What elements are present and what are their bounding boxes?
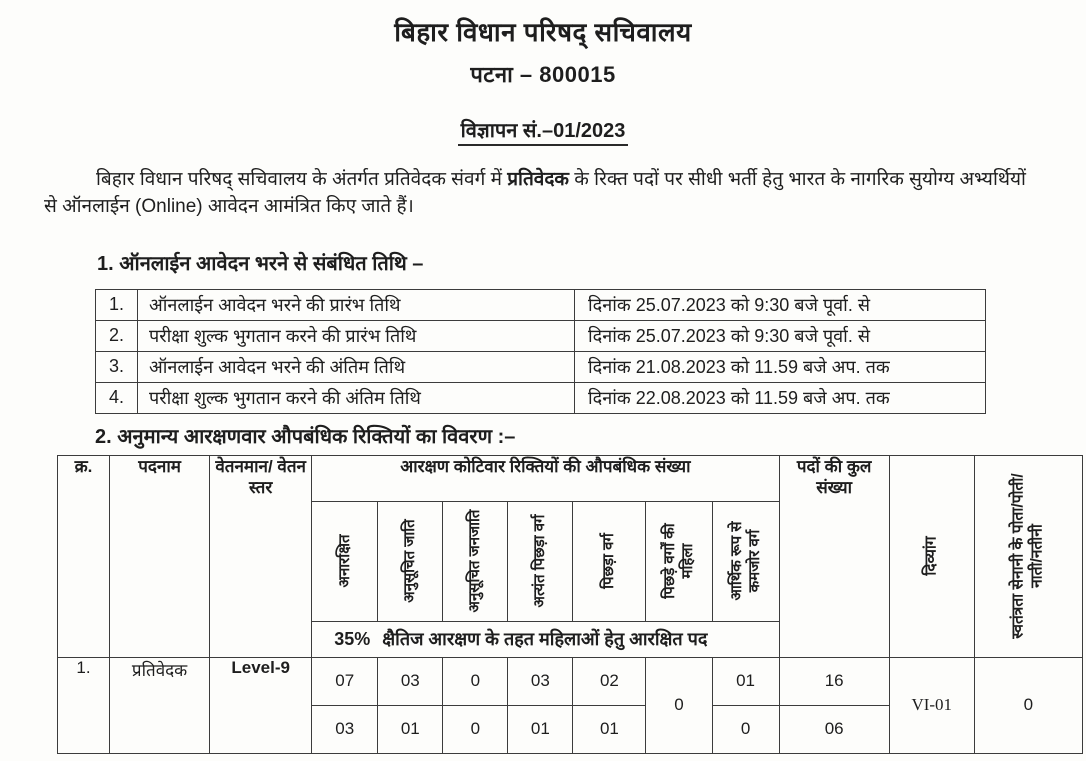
women-sc: 01 <box>378 705 443 753</box>
women-total: 06 <box>779 705 889 753</box>
women-ur: 03 <box>312 705 378 753</box>
vacancy-sc-total: 03 <box>378 657 443 705</box>
vacancy-post-name: प्रतिवेदक <box>110 657 210 753</box>
intro-paragraph <box>44 167 1044 221</box>
advertisement-number: विज्ञापन सं.–01/2023 <box>458 120 629 146</box>
document-title: बिहार विधान परिषद् सचिवालय <box>394 17 692 47</box>
table-header-row <box>58 455 1083 501</box>
col-header-divyang <box>889 455 974 657</box>
dates-table <box>95 289 986 414</box>
vacancy-bc-women: 0 <box>646 657 712 753</box>
col-header-scheduled-caste <box>378 501 443 621</box>
col-header-unreserved <box>312 501 378 621</box>
date-row-serial: 2. <box>96 320 138 351</box>
date-row-value: दिनांक 22.08.2023 को 11.59 बजे अप. तक <box>575 382 986 413</box>
vacancy-freedom-fighter: 0 <box>974 657 1082 753</box>
section1-heading: 1. ऑनलाईन आवेदन भरने से संबंधित तिथि – <box>97 252 424 275</box>
rotated-label: अनारक्षित <box>335 534 353 588</box>
rotated-label: आर्थिक रूप से कमजोर वर्ग <box>727 521 763 601</box>
rotated-label: अनुसूचित जाति <box>401 519 419 604</box>
col-header-ews <box>712 501 779 621</box>
date-row-label: परीक्षा शुल्क भुगतान करने की अंतिम तिथि <box>138 382 575 413</box>
date-row-value: दिनांक 25.07.2023 को 9:30 बजे पूर्वा. से <box>575 320 986 351</box>
vacancy-ebc-total: 03 <box>508 657 573 705</box>
vacancy-ur-total: 07 <box>312 657 378 705</box>
vacancy-ews-total: 01 <box>712 657 779 705</box>
table-row <box>96 289 986 320</box>
vacancy-table <box>57 455 1083 754</box>
women-st: 0 <box>443 705 508 753</box>
rotated-label: अत्यंत पिछड़ा वर्ग <box>531 514 549 608</box>
rotated-label: अनुसूचित जनजाति <box>466 509 484 613</box>
vacancy-serial: 1. <box>58 657 110 753</box>
date-row-label: ऑनलाईन आवेदन भरने की प्रारंभ तिथि <box>138 289 575 320</box>
vacancy-bc-total: 02 <box>573 657 646 705</box>
col-header-pay-scale: वेतनमान/ वेतन स्तर <box>210 455 312 657</box>
rotated-label: पिछड़े वर्गों की महिला <box>660 523 696 600</box>
date-row-serial: 4. <box>96 382 138 413</box>
note-percentage: 35% <box>334 629 371 650</box>
intro-bold-post-name: प्रतिवेदक <box>507 169 570 190</box>
col-header-post-name: पदनाम <box>110 455 210 657</box>
divyang-rotated-label: दिव्यांग <box>922 536 940 577</box>
note-text: क्षैतिज आरक्षण के तहत महिलाओं हेतु आरक्षित पद <box>382 629 708 650</box>
horizontal-reservation-note <box>312 621 779 657</box>
col-header-scheduled-tribe <box>443 501 508 621</box>
vacancy-divyang: VI-01 <box>889 657 974 753</box>
col-header-backward-class <box>573 501 646 621</box>
intro-text-after: के रिक्त पदों पर सीधी भर्ती हेतु भारत के नागरिक सुयोग्य अभ्यर्थियों से ऑनलाईन (Online) आवेदन आमंत्रित किए जाते हैं। <box>44 169 1026 217</box>
col-header-serial: क्र. <box>58 455 110 657</box>
women-ews: 0 <box>712 705 779 753</box>
vacancy-pay-scale: Level-9 <box>210 657 312 753</box>
vacancy-grand-total: 16 <box>779 657 889 705</box>
intro-text-before: बिहार विधान परिषद् सचिवालय के अंतर्गत प्रतिवेदक संवर्ग में <box>96 169 508 190</box>
table-row <box>96 351 986 382</box>
women-ebc: 01 <box>508 705 573 753</box>
date-row-serial: 1. <box>96 289 138 320</box>
col-header-total-posts: पदों की कुल संख्या <box>779 455 889 657</box>
women-bc: 01 <box>573 705 646 753</box>
table-row <box>96 320 986 351</box>
vacancy-data-row-total <box>58 657 1083 705</box>
date-row-label: ऑनलाईन आवेदन भरने की अंतिम तिथि <box>138 351 575 382</box>
date-row-label: परीक्षा शुल्क भुगतान करने की प्रारंभ तिथि <box>138 320 575 351</box>
col-header-backward-class-women <box>646 501 712 621</box>
col-header-freedom-fighter <box>974 455 1082 657</box>
date-row-serial: 3. <box>96 351 138 382</box>
advertisement-number-line <box>0 116 1086 143</box>
col-header-extremely-backward-class <box>508 501 573 621</box>
section2-heading: 2. अनुमान्य आरक्षणवार औपबंधिक रिक्तियों का विवरण :– <box>95 425 516 448</box>
rotated-label: पिछड़ा वर्ग <box>600 533 618 590</box>
freedom-fighter-rotated-label: स्वतंत्रता सेनानी के पोता/पोती/नाती/नतीनी <box>1009 473 1046 640</box>
date-row-value: दिनांक 21.08.2023 को 11.59 बजे अप. तक <box>575 351 986 382</box>
document-city-pin: पटना – 800015 <box>470 62 616 87</box>
vacancy-st-total: 0 <box>443 657 508 705</box>
col-header-reservation-group: आरक्षण कोटिवार रिक्तियों की औपबंधिक संख्या <box>312 455 779 501</box>
date-row-value: दिनांक 25.07.2023 को 9:30 बजे पूर्वा. से <box>575 289 986 320</box>
table-row <box>96 382 986 413</box>
